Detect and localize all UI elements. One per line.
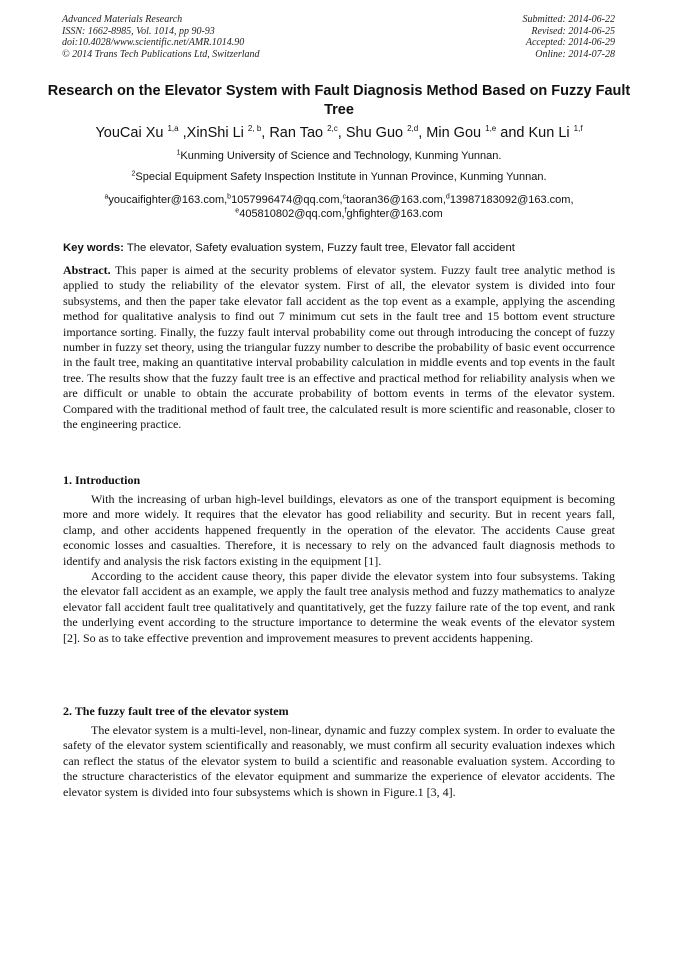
affiliation-sup: 1 xyxy=(176,149,181,157)
email-address[interactable]: 1057996474@qq.com, xyxy=(231,194,343,206)
keywords-label: Key words: xyxy=(63,242,124,254)
author-sup: 2,c xyxy=(327,124,338,134)
author-name: , Shu Guo xyxy=(337,125,408,141)
keywords-text: The elevator, Safety evaluation system, Fuzzy fault tree, Elevator fall accident xyxy=(123,242,515,254)
author-sup: 1,e xyxy=(485,124,497,134)
email-sup: e xyxy=(235,207,240,215)
online-date: Online: 2014-07-28 xyxy=(535,48,615,60)
affiliation-sup: 2 xyxy=(131,170,136,178)
paragraph: According to the accident cause theory, this paper divide the elevator system into four subsystems. Taking the elevator fall accident as an example, we apply the fault tree analysis method and fuzzy mathematics to analyze elevator fall accident fault tree qualitatively and quantitatively, get the fuzzy failure rate of the top event, and rank the underlying event according to the structure importance to determine the weak events of the elevator system [2]. So as to take effective prevention and improvement measures to prevent accidents happening. xyxy=(63,569,615,645)
section-2-body xyxy=(63,723,615,800)
affiliation-2 xyxy=(20,170,658,184)
section-heading-fuzzy-fault-tree: 2. The fuzzy fault tree of the elevator system xyxy=(63,704,289,718)
email-sup: d xyxy=(445,193,450,201)
email-sup: c xyxy=(342,193,347,201)
email-sup: b xyxy=(227,193,232,201)
email-sup: a xyxy=(104,193,109,201)
submission-dates xyxy=(523,14,616,60)
email-list xyxy=(20,193,658,221)
accepted-date: Accepted: 2014-06-29 xyxy=(525,37,615,48)
section-heading-introduction: 1. Introduction xyxy=(63,473,141,487)
author-name: YouCai Xu xyxy=(95,125,168,141)
email-address[interactable]: youcaifighter@163.com, xyxy=(108,194,228,206)
affiliation-text: Kunming University of Science and Technology, Kunming Yunnan. xyxy=(180,150,502,162)
email-address[interactable]: ghfighter@163.com xyxy=(346,208,443,220)
author-sup: 1,f xyxy=(573,124,583,134)
email-address[interactable]: 405810802@qq.com, xyxy=(239,208,345,220)
journal-name: Advanced Materials Research xyxy=(62,14,183,25)
doi-line[interactable]: doi:10.4028/www.scientific.net/AMR.1014.90 xyxy=(62,37,245,48)
submitted-date: Submitted: 2014-06-22 xyxy=(522,14,615,25)
paper-title: Research on the Elevator System with Fault Diagnosis Method Based on Fuzzy Fault Tree xyxy=(47,83,631,118)
email-sup: f xyxy=(344,207,347,215)
author-name: , Ran Tao xyxy=(261,125,328,141)
abstract xyxy=(63,263,615,432)
author-name: , Min Gou xyxy=(418,125,486,141)
abstract-text: This paper is aimed at the security problems of elevator system. Fuzzy fault tree analytic method is applied to study the reliability of the elevator system. First of all, the elevator system is divided into four subsystems, and then the paper take elevator fall accident as the top event as a example, applying the ascending method for qualitative analysis to find out 7 minimum cut sets in the fault tree and 15 bottom event structure importance sorting. Finally, the fuzzy fault interval probability come out through introducing the concept of fuzzy number in fuzzy set theory, using the triangular fuzzy number to describe the probability of basic event occurrence in the fault tree, making an quantitative interval probability calculation in middle events and top events in the fault tree. The results show that the fuzzy fault tree is an effective and practical method for reliability analysis when we are difficult or unable to obtain the accurate probability of bottom events in terms of the elevator system. Compared with the traditional method of fault tree, the calculated result is more scientific and reasonable, closer to the engineering practice. xyxy=(63,263,615,432)
email-address[interactable]: 13987183092@163.com, xyxy=(449,194,574,206)
revised-date: Revised: 2014-06-25 xyxy=(531,25,615,37)
introduction-body xyxy=(63,492,615,646)
affiliation-text: Special Equipment Safety Inspection Institute in Yunnan Province, Kunming Yunnan. xyxy=(135,171,547,183)
author-name: and Kun Li xyxy=(496,125,574,141)
paragraph: The elevator system is a multi-level, non-linear, dynamic and fuzzy complex system. In order to evaluate the safety of the elevator system scientifically and reasonably, we must confirm all security evaluation indexes which can reflect the status of the elevator system to build a scientific and reasonable evaluation system. According to the structure characteristics of the elevator equipment and summarize the experience of elevator accidents. The elevator system is divided into four subsystems which is shown in Figure.1 [3, 4]. xyxy=(63,723,615,799)
issn-line: ISSN: 1662-8985, Vol. 1014, pp 90-93 xyxy=(62,25,215,37)
author-sup: 1,a xyxy=(167,124,179,134)
journal-info xyxy=(62,14,260,60)
author-list xyxy=(20,123,658,143)
paragraph: With the increasing of urban high-level buildings, elevators as one of the transport equipment is becoming more and more widely. It requires that the elevator has good reliability and security. But in recent years fall, clamp, and other accidents happened frequently in the operation of the elevator. The accidents Cause great economic losses and casualties. Therefore, it is necessary to rely on the advanced fault diagnosis methods to identify and analysis the risk factors existing in the equipment [1]. xyxy=(63,492,615,568)
author-sup: 2, b xyxy=(247,124,262,134)
author-sup: 2,d xyxy=(407,124,419,134)
abstract-label: Abstract. xyxy=(63,263,111,277)
author-name: ,XinShi Li xyxy=(178,125,248,141)
keywords xyxy=(63,241,615,255)
copyright-line: © 2014 Trans Tech Publications Ltd, Switzerland xyxy=(62,48,260,60)
affiliation-1 xyxy=(20,149,658,163)
email-address[interactable]: taoran36@163.com, xyxy=(346,194,446,206)
